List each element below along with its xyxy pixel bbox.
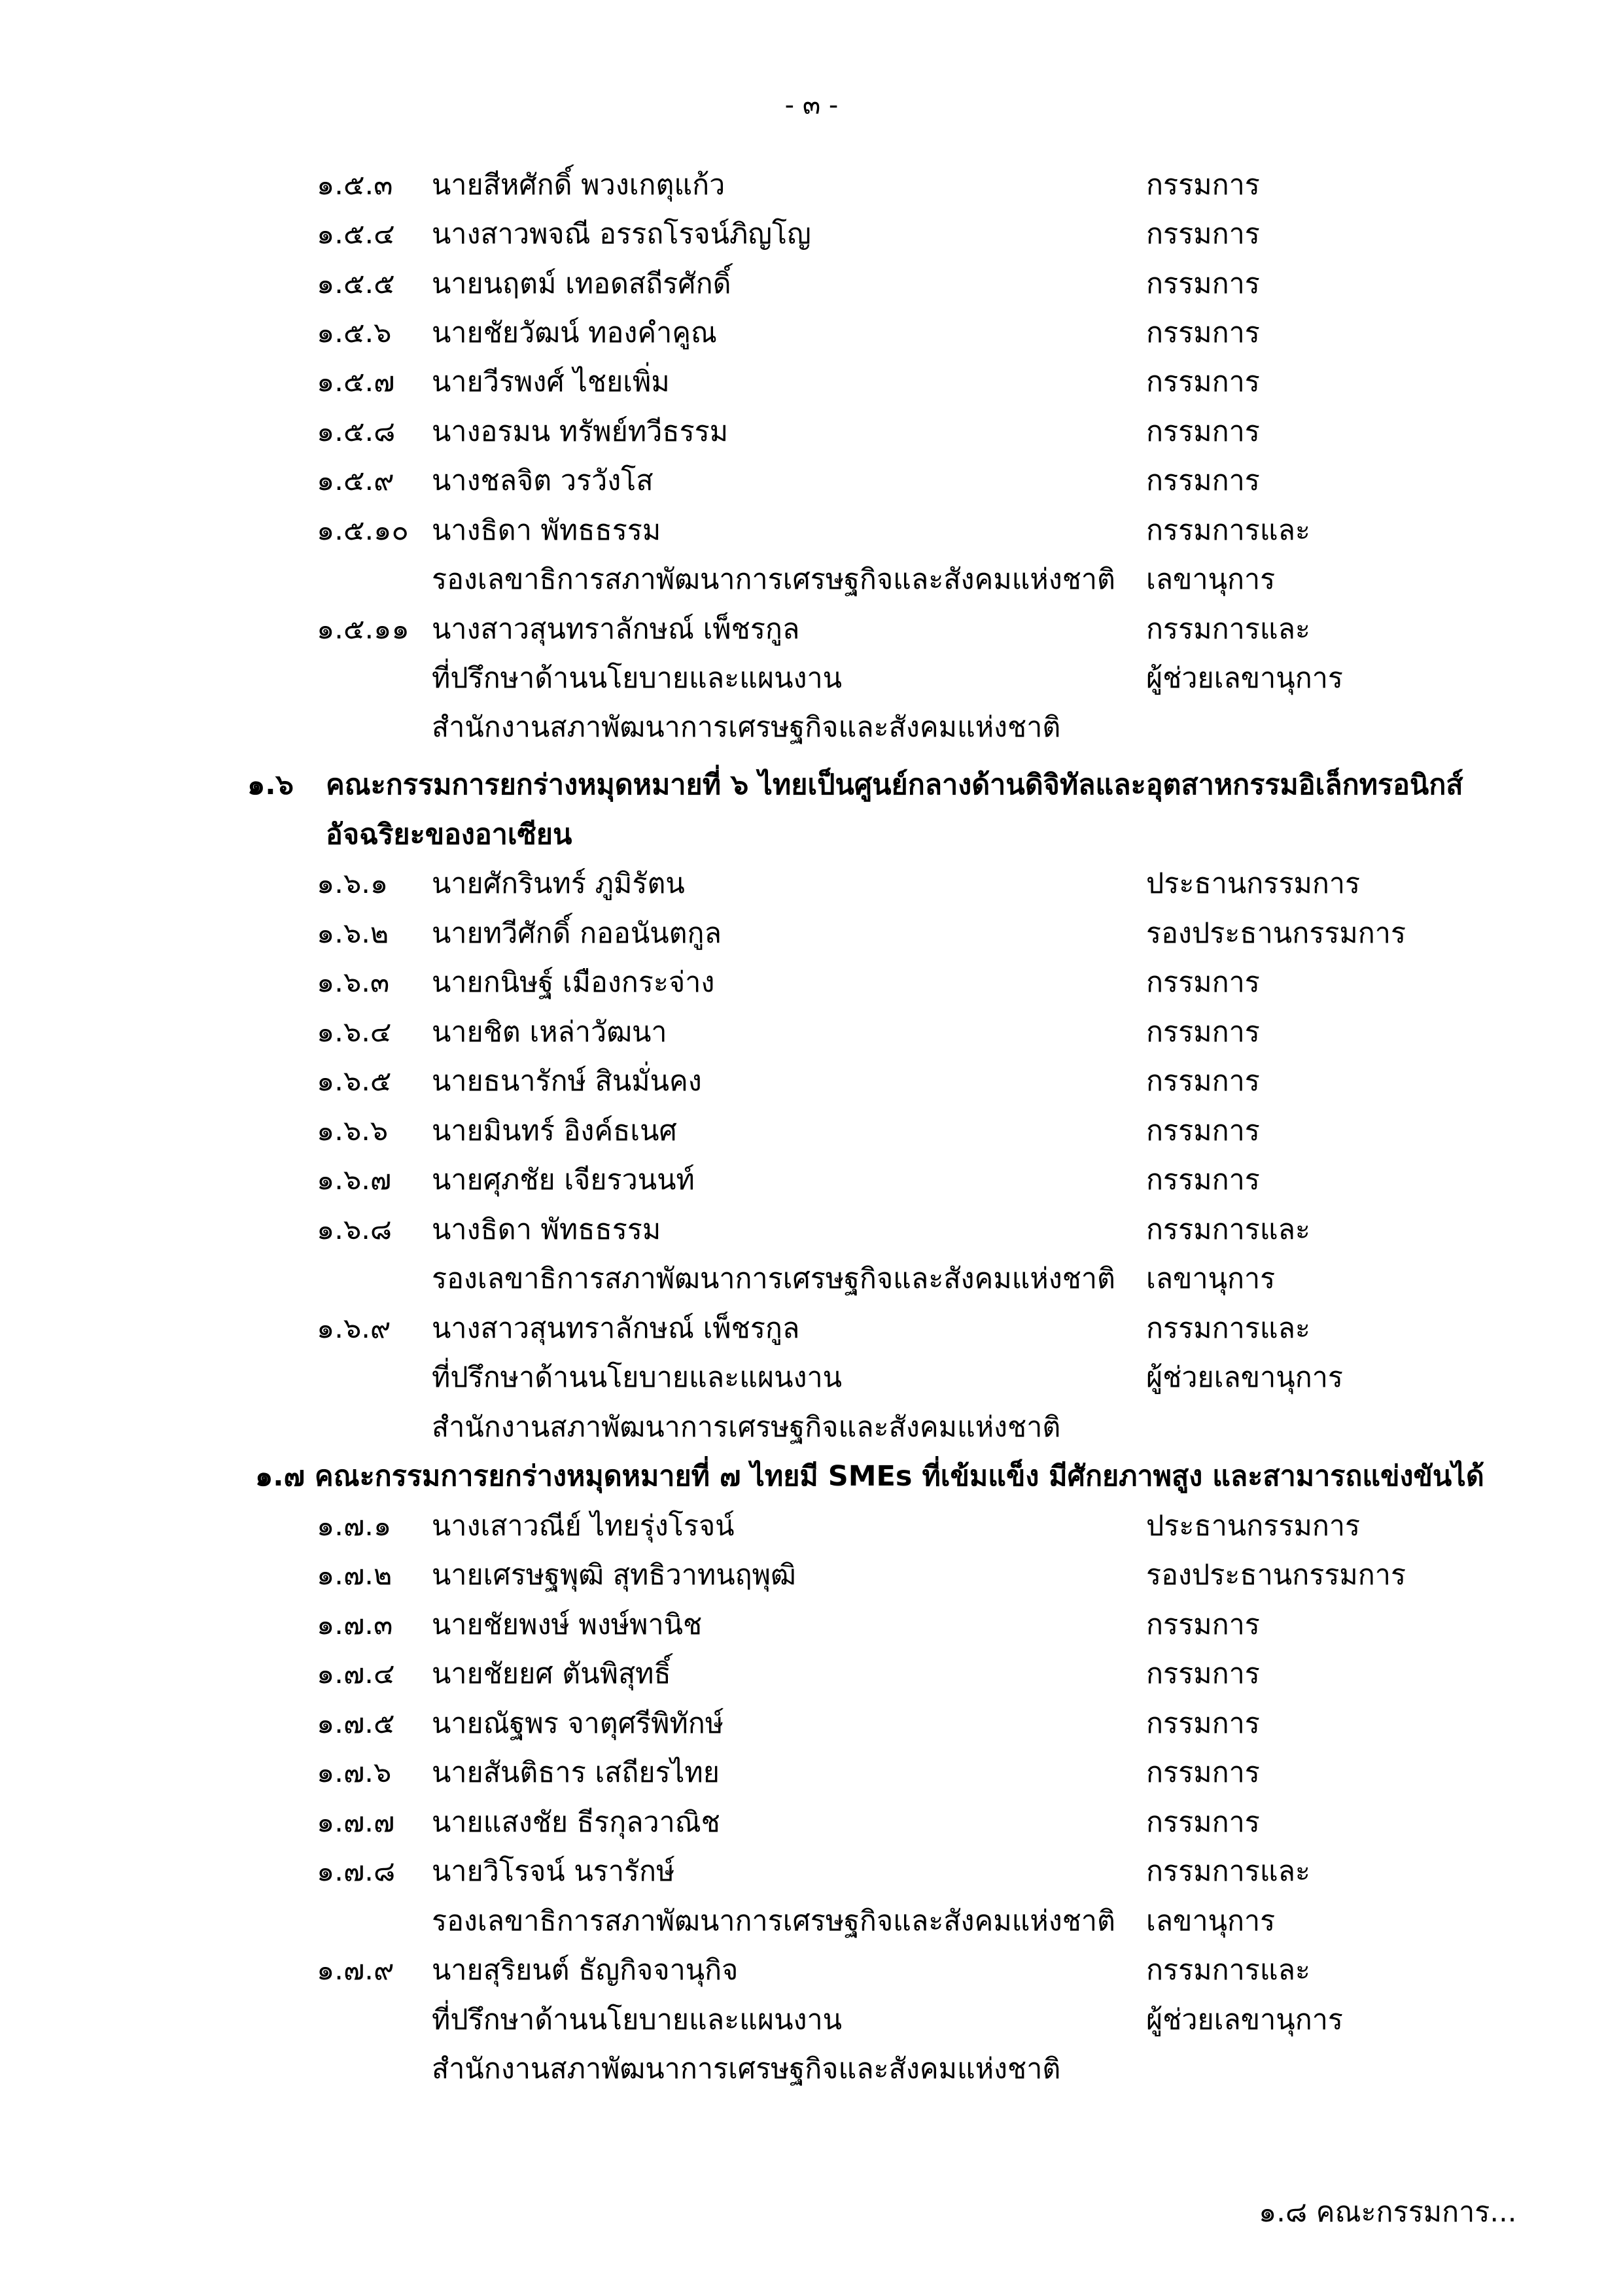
member-name: นายชัยวัฒน์ ทองคำคูณ	[432, 317, 717, 349]
item-number: ๑.๗.๑	[317, 1510, 392, 1542]
section-heading	[0, 1452, 1623, 1501]
member-role: กรรมการ	[1146, 1707, 1260, 1740]
item-number: ๑.๗.๗	[317, 1806, 395, 1839]
member-name: นายสุริยนต์ ธัญกิจจานุกิจ	[432, 1954, 739, 1987]
member-name: นายธนารักษ์ สินมั่นคง	[432, 1065, 702, 1098]
member-role: กรรมการ	[1146, 1806, 1260, 1839]
list-item	[0, 259, 1623, 309]
list-item	[0, 1699, 1623, 1748]
member-organization: สำนักงานสภาพัฒนาการเศรษฐกิจและสังคมแห่งชาติ	[432, 2053, 1061, 2085]
list-item	[0, 604, 1623, 654]
item-number: ๑.๖.๓	[317, 966, 390, 999]
member-role: กรรมการ	[1146, 1065, 1260, 1098]
member-name: นายชัยยศ ตันพิสุทธิ์	[432, 1658, 671, 1690]
member-role: ผู้ช่วยเลขานุการ	[1146, 1361, 1343, 1394]
member-name: นายชิต เหล่าวัฒนา	[432, 1016, 667, 1049]
member-role: กรรมการ	[1146, 1115, 1260, 1147]
member-role: กรรมการ	[1146, 268, 1260, 300]
member-name: นายณัฐพร จาตุศรีพิทักษ์	[432, 1707, 724, 1740]
member-position: รองเลขาธิการสภาพัฒนาการเศรษฐกิจและสังคมแห่งชาติ	[432, 1905, 1115, 1938]
member-name: นางสาวพจณี อรรถโรจน์ภิญโญ	[432, 218, 811, 251]
section-heading	[0, 760, 1623, 810]
list-item	[0, 909, 1623, 958]
item-number: ๑.๖.๕	[317, 1065, 392, 1098]
member-role: กรรมการ	[1146, 966, 1260, 999]
member-role: กรรมการ	[1146, 218, 1260, 251]
list-item	[0, 1748, 1623, 1798]
item-number: ๑.๗.๕	[317, 1707, 395, 1740]
item-number: ๑.๖.๒	[317, 917, 389, 950]
item-number: ๑.๗.๙	[317, 1954, 394, 1987]
list-item	[0, 1550, 1623, 1600]
list-item	[0, 859, 1623, 909]
member-name: นายชัยพงษ์ พงษ์พานิช	[432, 1609, 703, 1641]
member-name: นายวิโรจน์ นรารักษ์	[432, 1855, 675, 1888]
member-role: กรรมการและ	[1146, 613, 1311, 646]
member-role: กรรมการ	[1146, 1016, 1260, 1049]
list-item	[0, 308, 1623, 358]
list-item	[0, 357, 1623, 407]
section-title: อัจฉริยะของอาเซียน	[326, 818, 572, 851]
member-name: นายทวีศักดิ์ กออนันตกูล	[432, 917, 722, 950]
continuation-note: ๑.๘ คณะกรรมการ...	[1259, 2196, 1517, 2229]
list-item	[0, 506, 1623, 555]
member-role: กรรมการและ	[1146, 514, 1311, 547]
list-item	[0, 1798, 1623, 1847]
item-number: ๑.๕.๔	[317, 218, 395, 251]
item-number: ๑.๖.๘	[317, 1213, 393, 1246]
member-organization: สำนักงานสภาพัฒนาการเศรษฐกิจและสังคมแห่งชาติ	[432, 711, 1061, 744]
member-role: รองประธานกรรมการ	[1146, 917, 1406, 950]
list-item	[0, 209, 1623, 259]
member-position: ที่ปรึกษาด้านนโยบายและแผนงาน	[432, 662, 843, 695]
item-number: ๑.๕.๕	[317, 268, 395, 300]
member-role: เลขานุการ	[1146, 1905, 1276, 1938]
member-name: นายนฤตม์ เทอดสถีรศักดิ์	[432, 268, 731, 300]
list-item	[0, 1501, 1623, 1551]
member-role: กรรมการและ	[1146, 1954, 1311, 1987]
list-item	[0, 1205, 1623, 1255]
section-title: ๑.๗ คณะกรรมการยกร่างหมุดหมายที่ ๗ ไทยมี SMEs ที่เข้มแข็ง มีศักยภาพสูง และสามารถแข่งขันได้	[255, 1460, 1484, 1493]
member-name: นางสาวสุนทราลักษณ์ เพ็ชรกูล	[432, 1312, 800, 1345]
member-name: นายกนิษฐ์ เมืองกระจ่าง	[432, 966, 715, 999]
member-name: นางสาวสุนทราลักษณ์ เพ็ชรกูล	[432, 613, 800, 646]
member-role: กรรมการ	[1146, 1164, 1260, 1196]
item-number: ๑.๕.๑๐	[317, 514, 409, 547]
member-name: นายสันติธาร เสถียรไทย	[432, 1756, 720, 1789]
member-name: นางธิดา พัทธธรรม	[432, 514, 661, 547]
item-number: ๑.๕.๙	[317, 464, 394, 497]
member-organization: สำนักงานสภาพัฒนาการเศรษฐกิจและสังคมแห่งชาติ	[432, 1411, 1061, 1444]
item-number: ๑.๖.๙	[317, 1312, 391, 1345]
member-role: กรรมการ	[1146, 1609, 1260, 1641]
list-item	[0, 1106, 1623, 1156]
item-number: ๑.๗.๒	[317, 1559, 393, 1592]
item-number: ๑.๗.๘	[317, 1855, 396, 1888]
member-role: เลขานุการ	[1146, 563, 1276, 596]
member-name: นางอรมน ทรัพย์ทวีธรรม	[432, 415, 729, 448]
list-item-continuation	[0, 2044, 1623, 2094]
list-item-continuation	[0, 1402, 1623, 1452]
member-name: นายแสงชัย ธีรกุลวาณิช	[432, 1806, 720, 1839]
member-role: กรรมการ	[1146, 464, 1260, 497]
list-item	[0, 160, 1623, 210]
item-number: ๑.๕.๗	[317, 366, 395, 398]
member-name: นางชลจิต วรวังโส	[432, 464, 654, 497]
member-position: ที่ปรึกษาด้านนโยบายและแผนงาน	[432, 1361, 843, 1394]
list-item	[0, 958, 1623, 1007]
item-number: ๑.๕.๘	[317, 415, 396, 448]
item-number: ๑.๖.๗	[317, 1164, 392, 1196]
list-item	[0, 1649, 1623, 1699]
list-item	[0, 1600, 1623, 1650]
member-name: นายมินทร์ อิงค์ธเนศ	[432, 1115, 677, 1147]
member-name: นายศุภชัย เจียรวนนท์	[432, 1164, 695, 1196]
member-role: ประธานกรรมการ	[1146, 867, 1361, 900]
page-number: - ๓ -	[784, 90, 839, 120]
member-role: กรรมการ	[1146, 366, 1260, 398]
list-item-continuation	[0, 703, 1623, 752]
section-title: คณะกรรมการยกร่างหมุดหมายที่ ๖ ไทยเป็นศูนย์กลางด้านดิจิทัลและอุตสาหกรรมอิเล็กทรอนิกส์	[326, 769, 1463, 801]
item-number: ๑.๗.๖	[317, 1756, 392, 1789]
item-number: ๑.๕.๖	[317, 317, 392, 349]
list-item	[0, 407, 1623, 457]
item-number: ๑.๖.๑	[317, 867, 389, 900]
member-role: ผู้ช่วยเลขานุการ	[1146, 662, 1343, 695]
member-name: นางเสาวณีย์ ไทยรุ่งโรจน์	[432, 1510, 735, 1542]
list-item	[0, 1945, 1623, 1995]
list-item	[0, 456, 1623, 506]
item-number: ๑.๕.๑๑	[317, 613, 410, 646]
member-role: กรรมการและ	[1146, 1213, 1311, 1246]
item-number: ๑.๗.๔	[317, 1658, 395, 1690]
section-heading-continuation	[0, 810, 1623, 860]
item-number: ๑.๕.๓	[317, 169, 393, 201]
member-name: นายเศรษฐพุฒิ สุทธิวาทนฤพุฒิ	[432, 1559, 796, 1592]
member-name: นางธิดา พัทธธรรม	[432, 1213, 661, 1246]
list-item	[0, 1304, 1623, 1353]
member-position: รองเลขาธิการสภาพัฒนาการเศรษฐกิจและสังคมแห่งชาติ	[432, 1262, 1115, 1295]
member-role: กรรมการ	[1146, 1756, 1260, 1789]
member-role: กรรมการ	[1146, 317, 1260, 349]
list-item-continuation	[0, 555, 1623, 604]
list-item-continuation	[0, 1254, 1623, 1304]
list-item	[0, 1056, 1623, 1106]
list-item-continuation	[0, 653, 1623, 703]
member-role: กรรมการและ	[1146, 1855, 1311, 1888]
list-item	[0, 1847, 1623, 1896]
item-number: ๑.๖.๖	[317, 1115, 389, 1147]
member-role: เลขานุการ	[1146, 1262, 1276, 1295]
section-number: ๑.๖	[247, 769, 294, 801]
item-number: ๑.๖.๔	[317, 1016, 392, 1049]
member-role: กรรมการและ	[1146, 1312, 1311, 1345]
member-role: รองประธานกรรมการ	[1146, 1559, 1406, 1592]
member-position: ที่ปรึกษาด้านนโยบายและแผนงาน	[432, 2004, 843, 2036]
member-role: ผู้ช่วยเลขานุการ	[1146, 2004, 1343, 2036]
list-item	[0, 1007, 1623, 1057]
list-item	[0, 1155, 1623, 1205]
member-name: นายสีหศักดิ์ พวงเกตุแก้ว	[432, 169, 725, 201]
member-role: ประธานกรรมการ	[1146, 1510, 1361, 1542]
member-role: กรรมการ	[1146, 1658, 1260, 1690]
member-position: รองเลขาธิการสภาพัฒนาการเศรษฐกิจและสังคมแห่งชาติ	[432, 563, 1115, 596]
list-item-continuation	[0, 1896, 1623, 1946]
member-role: กรรมการ	[1146, 169, 1260, 201]
item-number: ๑.๗.๓	[317, 1609, 393, 1641]
member-name: นายศักรินทร์ ภูมิรัตน	[432, 867, 685, 900]
list-item-continuation	[0, 1353, 1623, 1402]
member-role: กรรมการ	[1146, 415, 1260, 448]
member-name: นายวีรพงศ์ ไชยเพิ่ม	[432, 366, 670, 398]
list-item-continuation	[0, 1995, 1623, 2045]
